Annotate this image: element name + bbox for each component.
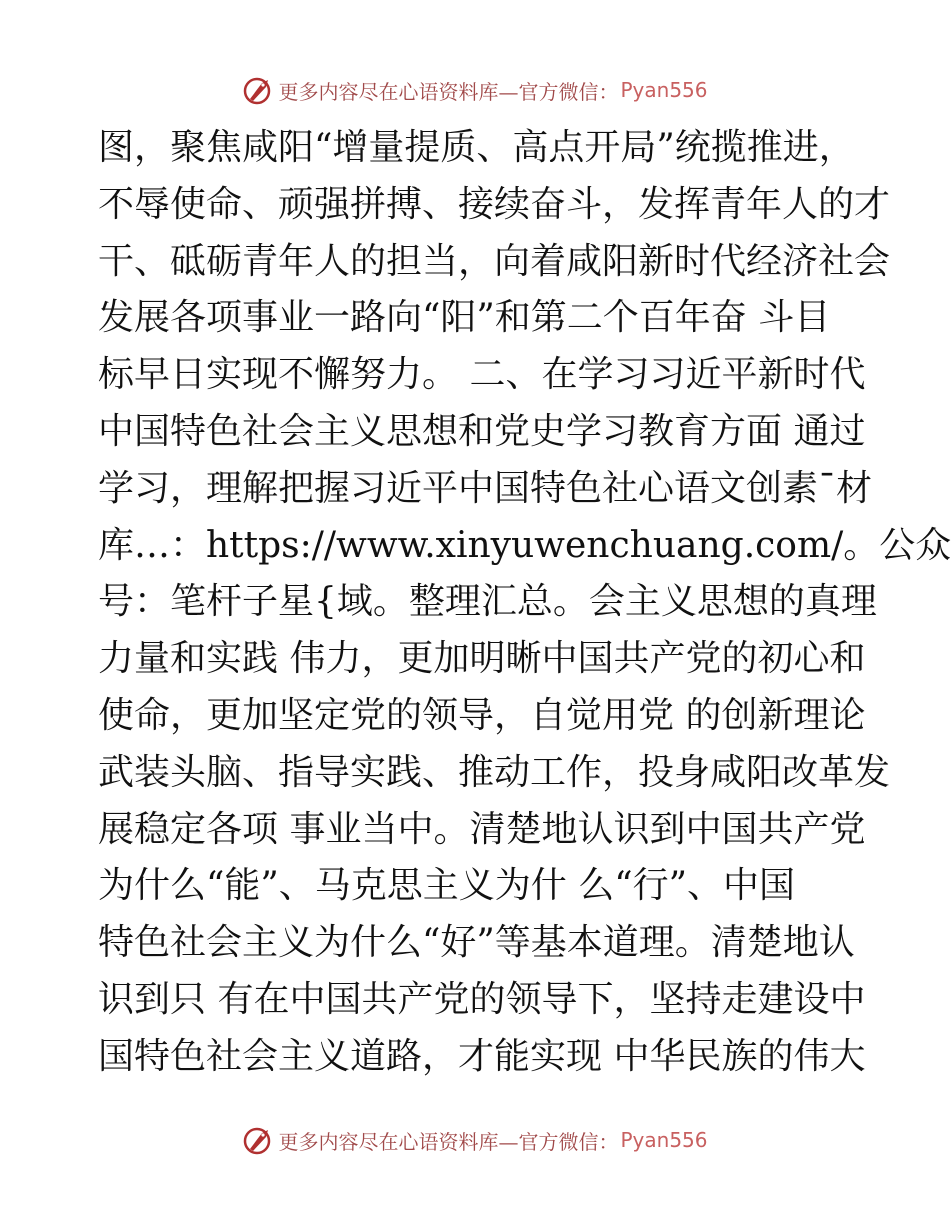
body-line: 标早日实现不懈努力。 二、在学习习近平新时代 [98,354,866,396]
pen-nib-logo-icon [242,1124,274,1156]
body-line: 不辱使命、顽强拼搏、接续奋斗，发挥青年人的才 [98,183,891,225]
footer-banner-text: 更多内容尽在心语资料库—官方微信： [278,1129,619,1154]
body-line: 力量和实践 伟力，更加明晰中国共产党的初心和 [98,638,866,680]
footer-banner-wechat-id: Pyan556 [620,1128,708,1152]
body-line: 中国特色社会主义思想和党史学习教育方面 通过 [98,410,866,452]
body-line: 库…：https://www.xinyuwenchuang.com/。公众 [98,524,951,566]
pen-nib-logo-icon [242,74,274,106]
body-line: 使命，更加坚定党的领导，自觉用党 的创新理论 [98,694,866,736]
header-banner-text: 更多内容尽在心语资料库—官方微信： [278,79,619,104]
body-line: 展稳定各项 事业当中。清楚地认识到中国共产党 [98,808,866,850]
body-line: 特色社会主义为什么“好”等基本道理。清楚地认 [98,922,855,964]
body-line: 号：笔杆子星{域。整理汇总。会主义思想的真理 [98,581,877,623]
footer-banner [0,1120,950,1160]
body-line: 学习，理解把握习近平中国特色社心语文创素¯材 [98,467,873,509]
header-banner [0,70,950,110]
header-banner-wechat-id: Pyan556 [620,78,708,102]
body-line: 国特色社会主义道路，才能实现 中华民族的伟大 [98,1035,866,1077]
body-line: 武装头脑、指导实践、推动工作，投身咸阳改革发 [98,751,891,793]
body-line: 为什么“能”、马克思主义为什 么“行”、中国 [98,865,796,907]
body-line: 图，聚焦咸阳“增量提质、高点开局”统揽推进， [98,127,855,168]
body-line: 识到只 有在中国共产党的领导下，坚持走建设中 [98,978,866,1020]
body-line: 干、砥砺青年人的担当，向着咸阳新时代经济社会 [98,240,891,282]
document-body [98,120,951,1086]
body-line: 发展各项事业一路向“阳”和第二个百年奋 斗目 [98,297,831,339]
